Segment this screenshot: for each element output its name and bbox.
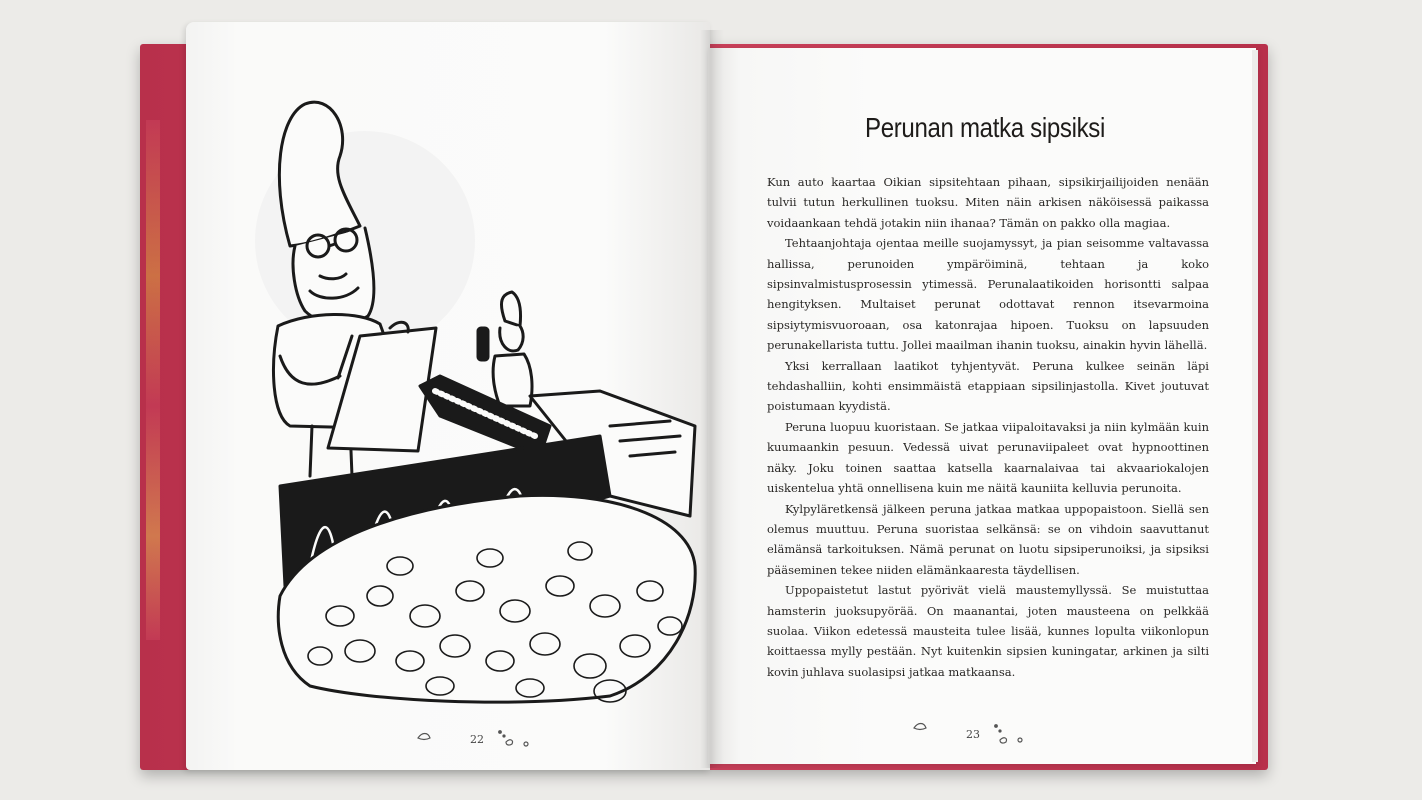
paragraph: Tehtaanjohtaja ojentaa meille suojamyssyt, ja pian seisomme valtavassa hallissa, perunoiden ympäröiminä, tehtaan ja koko sipsinvalmistusprosessin ytimessä. Perunalaatikoiden horisontti salpaa hengityksen. Multaiset perunat odottavat rennon itsevarmoina sipsiytymisvuoroaan, osa katonrajaa hipoen. Tuoksu on lapsuuden perunakellarista tuttu. Jollei maailman ihanin tuoksu, ainakin hyvin lähellä. [767, 236, 1209, 353]
cover-pattern [146, 120, 160, 640]
paragraph: Yksi kerrallaan laatikot tyhjentyvät. Peruna kulkee seinän läpi tehdashalliin, kohti ensimmäistä etappiaan sipsilinjastolla. Kivet joutuvat poistumaan kyydistä. [767, 358, 1209, 414]
page-number-left: 22 [470, 733, 484, 746]
paragraph: Uppopaistetut lastut pyörivät vielä maustemyllyssä. Se muistuttaa hamsterin juoksupyörää. On maanantai, joten mausteena on pelkkää suolaa. Viikon edetessä mausteita tulee lisää, kunnes lopulta viikonlopun koittaessa mylly pestään. Nyt kuitenkin sipsien kuningatar, arkinen ja silti kovin juhlava suolasipsi jatkaa matkaansa. [767, 583, 1209, 679]
paragraph: Peruna luopuu kuoristaan. Se jatkaa viipaloitavaksi ja niin kylmään kuin kuumaankin pesuun. Vedessä uivat perunaviipaleet ovat hypnoottinen näky. Joku toinen saattaa katsella kaarnalaivaa tai akvaariokalojen uiskentelua yhtä onnellisena kuin me näitä kauniita kelluvia perunoita. [767, 419, 1209, 496]
gnome-factory-illustration [250, 96, 710, 706]
page-edges [1252, 50, 1258, 762]
paragraph: Kylpyläretkensä jälkeen peruna jatkaa matkaa uppopaistoon. Siellä sen olemus muuttuu. Peruna suoristaa selkänsä: se on vihdoin saavuttanut elämänsä tarkoituksen. Nämä perunat on luotu sipsiperunoiksi, ja sipsiksi pääseminen tekee niiden elämänkaaresta täydellisen. [767, 501, 1209, 577]
page-number-right: 23 [966, 728, 980, 741]
paragraph: Kun auto kaartaa Oikian sipsitehtaan pihaan, sipsikirjailijoiden nenään tulvii tutun herkullinen tuoksu. Miten näin arkisen näköisessä paikassa voidaankaan tehdä jotakin niin ihanaa? Tämän on pakko olla magiaa. [767, 175, 1209, 230]
chapter-title: Perunan matka sipsiksi [864, 112, 1106, 143]
chapter-body [767, 172, 1209, 682]
